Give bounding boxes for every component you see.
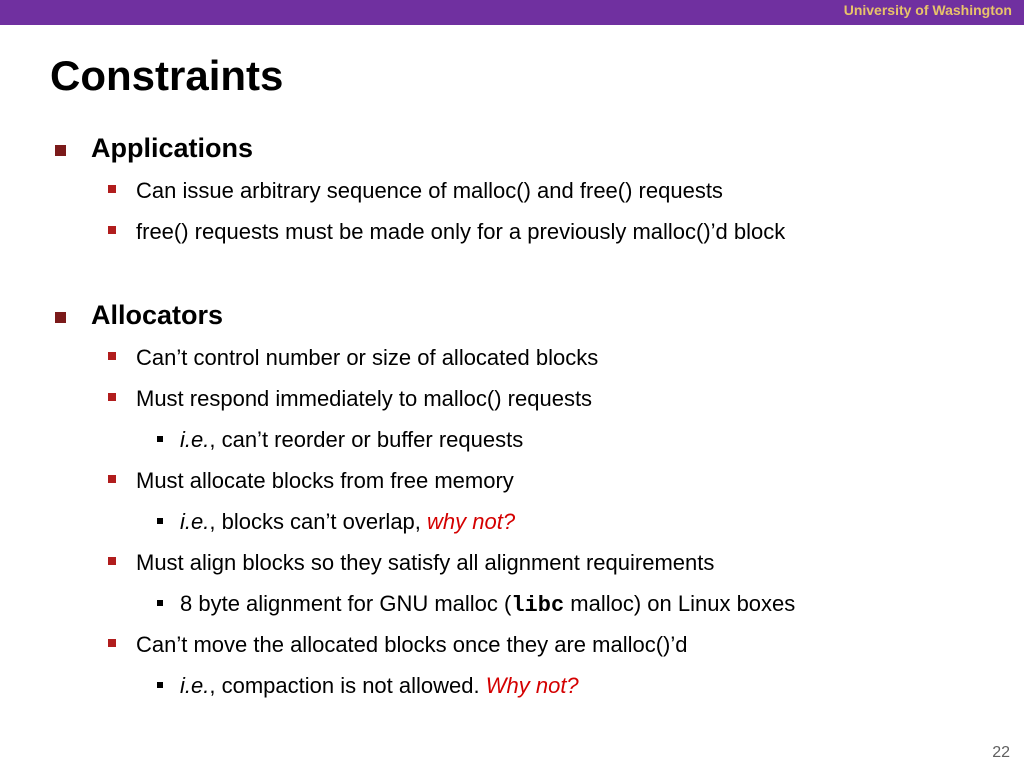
list-item: Can issue arbitrary sequence of malloc() and free() requests <box>136 178 723 203</box>
sub-item-text: malloc) on Linux boxes <box>564 591 796 616</box>
level2-bullet-icon <box>108 475 116 483</box>
level1-bullet-icon <box>55 145 66 156</box>
level3-bullet-icon <box>157 682 163 688</box>
list-item: Can’t move the allocated blocks once they are malloc()’d <box>136 632 688 657</box>
slide-title: Constraints <box>50 52 284 99</box>
top-banner <box>0 0 1024 25</box>
section-heading-allocators: Allocators <box>91 300 224 330</box>
ie-text: i.e. <box>180 673 210 698</box>
level3-bullet-icon <box>157 436 163 442</box>
level2-bullet-icon <box>108 557 116 565</box>
level2-bullet-icon <box>108 352 116 360</box>
level3-bullet-icon <box>157 600 163 606</box>
list-item: Must align blocks so they satisfy all alignment requirements <box>136 550 715 575</box>
ie-text: i.e. <box>180 509 210 534</box>
sub-list-item <box>180 508 515 536</box>
ie-text: i.e. <box>180 427 210 452</box>
section-heading-applications: Applications <box>91 133 254 163</box>
organization-label: University of Washington <box>843 2 1012 18</box>
sub-list-item <box>180 426 523 454</box>
list-item: Must allocate blocks from free memory <box>136 468 514 493</box>
level2-bullet-icon <box>108 393 116 401</box>
level2-bullet-icon <box>108 185 116 193</box>
level3-bullet-icon <box>157 518 163 524</box>
level1-bullet-icon <box>55 312 66 323</box>
list-item: Must respond immediately to malloc() requests <box>136 386 593 411</box>
sub-item-text: , blocks can’t overlap, <box>209 509 428 534</box>
sub-item-text: 8 byte alignment for GNU malloc ( <box>180 591 512 616</box>
level2-bullet-icon <box>108 639 116 647</box>
list-item: free() requests must be made only for a previously malloc()’d block <box>136 219 786 244</box>
sub-list-item <box>180 590 795 620</box>
page-number: 22 <box>992 744 1010 761</box>
why-not-question: why not? <box>427 509 516 534</box>
list-item: Can’t control number or size of allocated blocks <box>136 345 599 370</box>
sub-list-item <box>180 672 579 700</box>
sub-item-text: , can’t reorder or buffer requests <box>209 427 524 452</box>
sub-item-text: , compaction is not allowed. <box>209 673 486 698</box>
why-not-question: Why not? <box>485 673 579 698</box>
code-libc: libc <box>511 593 565 618</box>
level2-bullet-icon <box>108 226 116 234</box>
